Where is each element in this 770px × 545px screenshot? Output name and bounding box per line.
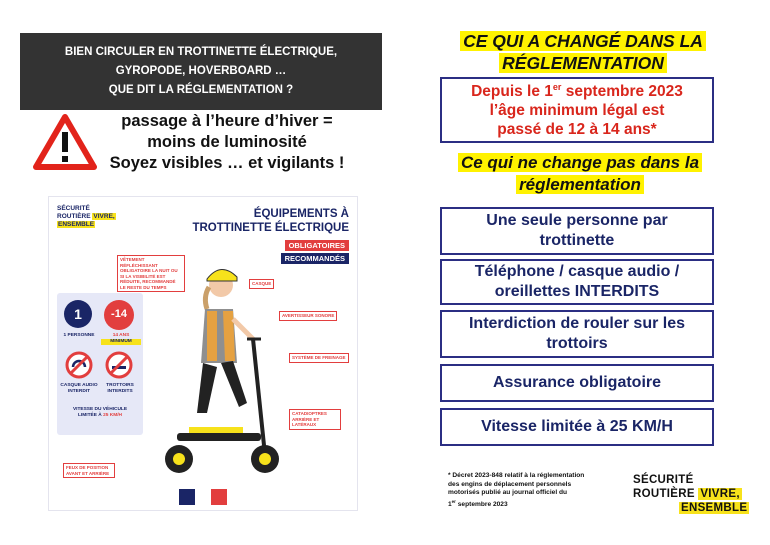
rule5-text: Vitesse limitée à 25 KM/H <box>481 418 673 435</box>
rule-one-person <box>440 207 714 255</box>
warning-line-1: passage à l’heure d’hiver = <box>121 112 333 130</box>
callout-helmet: CASQUE <box>249 279 274 289</box>
callout-horn: AVERTISSEUR SONORE <box>279 311 337 321</box>
logo-line-1: SÉCURITÉ <box>633 474 694 486</box>
footnote-line-3: motorisés publié au journal officiel du <box>448 489 568 496</box>
callout-vest: VÊTEMENT RÉFLÉCHISSANT OBLIGATOIRE LA NUIT OU SI LA VISIBILITÉ EST RÉDUITE, RECOMMANDÉ LE RESTE DU TEMPS <box>117 255 185 292</box>
logo-hl-2: ENSEMBLE <box>681 502 748 514</box>
footnote-line4-sup: er <box>451 498 456 504</box>
warning-triangle-icon <box>33 114 97 170</box>
speed-line-1: VITESSE DU VÉHICULE <box>72 407 128 412</box>
no-headphones-icon <box>65 351 93 379</box>
decree-footnote <box>448 472 628 509</box>
callout-brake: SYSTÈME DE FREINAGE <box>289 353 349 363</box>
footnote-line-4 <box>448 498 628 510</box>
rule-no-phone <box>440 259 714 305</box>
change-sup: er <box>552 81 562 92</box>
rule-speed-limit <box>440 408 714 446</box>
svg-text:1: 1 <box>74 306 82 322</box>
one-person-label: 1 PERSONNE <box>63 333 95 338</box>
logo-hl-1: VIVRE, <box>700 488 740 500</box>
age-label-2: MINIMUM <box>101 339 141 345</box>
header-banner <box>20 33 382 110</box>
rule1-line-1: Une seule personne par <box>486 212 668 229</box>
change-pre: Depuis le 1 <box>471 82 553 100</box>
changes-title-line-2: RÉGLEMENTATION <box>499 53 667 73</box>
changes-title <box>438 30 728 74</box>
warning-line-3: Soyez visibles … et vigilants ! <box>109 154 345 172</box>
unchanged-title <box>430 152 730 196</box>
securite-routiere-logo <box>633 473 749 515</box>
footnote-line-2: des engins de déplacement personnels <box>448 480 572 488</box>
change-line-2: l’âge minimum légal est <box>489 101 665 119</box>
rule2-line-1: Téléphone / casque audio / <box>474 263 680 280</box>
change-post: septembre 2023 <box>561 82 683 100</box>
poster-logo-line-2: ROUTIÈRE <box>57 213 91 220</box>
poster-logo-line-1: SÉCURITÉ <box>57 205 90 212</box>
age-badge-text: -14 <box>111 308 127 320</box>
tag-recommended: RECOMMANDÉS <box>281 253 349 264</box>
change-line-3: passé de 12 à 14 ans* <box>497 120 657 138</box>
speed-line-2: LIMITÉE À <box>78 413 102 418</box>
tag-mandatory: OBLIGATOIRES <box>285 240 349 251</box>
rule2-line-2: oreillettes INTERDITS <box>494 283 660 300</box>
one-person-icon <box>63 299 93 329</box>
poster-logo <box>57 205 116 229</box>
poster-title <box>192 207 349 235</box>
header-line-1: BIEN CIRCULER EN TROTTINETTE ÉLECTRIQUE, <box>64 46 338 58</box>
logo-line-2: ROUTIÈRE <box>633 488 695 500</box>
footnote-line-1: * Décret 2023-848 relatif à la réglementation <box>448 472 585 479</box>
header-line-2: GYROPODE, HOVERBOARD … <box>115 65 287 77</box>
rule-no-sidewalk <box>440 310 714 358</box>
republique-francaise-flag-icon <box>179 489 227 505</box>
changes-title-line-1: CE QUI A CHANGÉ DANS LA <box>460 31 706 51</box>
change-line-1 <box>442 82 712 101</box>
callout-lights: FEUX DE POSITION AVANT ET ARRIÈRE <box>63 463 115 478</box>
speed-value: 25 KM/H <box>103 413 122 418</box>
equipment-poster <box>48 196 358 511</box>
poster-title-line-1: ÉQUIPEMENTS À <box>253 208 349 220</box>
warning-line-2: moins de luminosité <box>147 133 307 151</box>
no-sidewalk-icon <box>105 351 133 379</box>
rule3-line-1: Interdiction de rouler sur les <box>468 315 686 332</box>
rules-panel <box>57 293 143 435</box>
rule-insurance <box>440 364 714 402</box>
poster-title-line-2: TROTTINETTE ÉLECTRIQUE <box>192 222 349 234</box>
rule3-line-2: trottoirs <box>546 335 608 352</box>
age-label-1: 14 ANS <box>112 333 130 338</box>
rule1-line-2: trottinette <box>539 232 615 249</box>
footnote-line4-post: septembre 2023 <box>455 500 508 508</box>
speed-label <box>59 407 141 419</box>
unchanged-title-line-1: Ce qui ne change pas dans la <box>458 153 702 172</box>
header-line-3: QUE DIT LA RÉGLEMENTATION ? <box>108 84 294 96</box>
poster-logo-hl-1: VIVRE, <box>93 213 115 220</box>
rule4-text: Assurance obligatoire <box>492 374 662 391</box>
sidewalks-label: TROTTOIRS INTERDITS <box>106 383 134 394</box>
poster-logo-hl-2: ENSEMBLE <box>58 221 95 228</box>
age-label <box>101 333 141 345</box>
age-change-box <box>440 77 714 143</box>
headphones-label: CASQUE AUDIO INTERDIT <box>60 383 98 394</box>
footnote-line4-pre: 1 <box>448 500 452 508</box>
unchanged-title-line-2: réglementation <box>516 175 644 194</box>
winter-warning-text <box>92 111 362 174</box>
callout-reflectors: CATADIOPTRES ARRIÈRE ET LATÉRAUX <box>289 409 341 430</box>
